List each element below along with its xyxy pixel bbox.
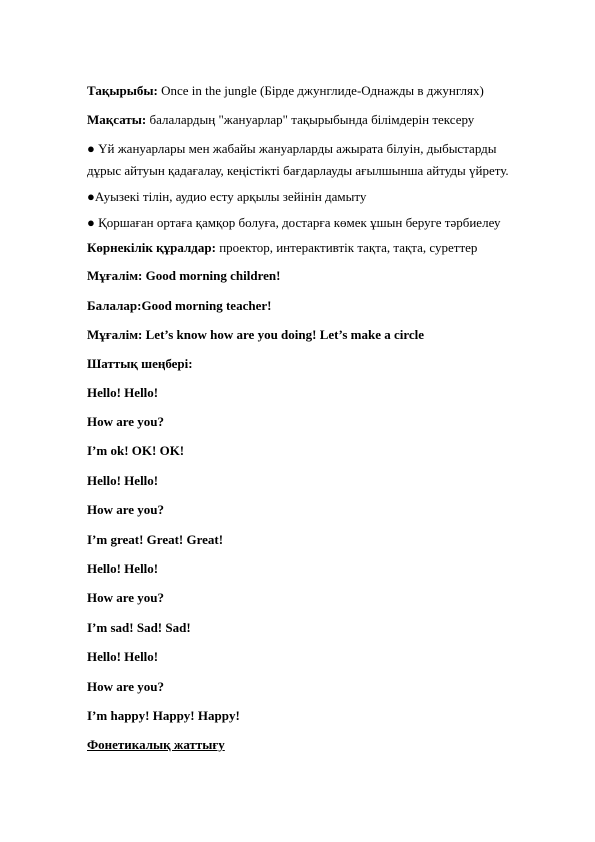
goal-line xyxy=(87,112,575,128)
topic-label: Тақырыбы: xyxy=(87,83,158,98)
song-line: How are you? xyxy=(87,679,165,694)
song-line: Hello! Hello! xyxy=(87,385,159,400)
song-line: How are you? xyxy=(87,502,165,517)
song-line: I’m ok! OK! OK! xyxy=(87,443,185,458)
song-line: Hello! Hello! xyxy=(87,473,159,488)
goal-text: балалардың "жануарлар" тақырыбында білімдерін тексеру xyxy=(146,112,475,127)
materials-text: проектор, интерактивтік тақта, тақта, суреттер xyxy=(215,240,478,255)
topic-line xyxy=(87,83,575,99)
circle-title: Шаттық шеңбері: xyxy=(87,356,193,371)
materials-line xyxy=(87,240,575,256)
song-line: I’m happy! Happy! Happy! xyxy=(87,708,240,723)
song-line: I’m sad! Sad! Sad! xyxy=(87,620,191,635)
bullet-2: ●Ауызекі тілін, аудио есту арқылы зейінін дамыту xyxy=(87,189,367,204)
song-line: How are you? xyxy=(87,590,165,605)
song-line: Hello! Hello! xyxy=(87,649,159,664)
materials-label: Көрнекілік құралдар: xyxy=(87,240,216,255)
teacher-instruction: Мұғалім: Let’s know how are you doing! Let’s make a circle xyxy=(87,327,425,342)
song-line: How are you? xyxy=(87,414,165,429)
phonetic-exercise-title: Фонетикалық жаттығу xyxy=(87,737,225,752)
goal-label: Мақсаты: xyxy=(87,112,147,127)
song-line: I’m great! Great! Great! xyxy=(87,532,224,547)
teacher-greeting: Мұғалім: Good morning children! xyxy=(87,268,281,283)
children-greeting: Балалар:Good morning teacher! xyxy=(87,298,272,313)
song-line: Hello! Hello! xyxy=(87,561,159,576)
bullet-3: ● Қоршаған ортаға қамқор болуға, достарға көмек ұшын беруге тәрбиелеу xyxy=(87,215,501,230)
bullet-1-line-2: дұрыс айтуын қадағалау, кеңістікті бағдарлауды ағылшынша айтуды үйрету. xyxy=(87,163,509,178)
topic-text: Once in the jungle (Бірде джунглиде-Однажды в джунглях) xyxy=(157,83,484,98)
bullet-1-line-1: ● Үй жануарлары мен жабайы жануарларды ажырата білуін, дыбыстарды xyxy=(87,141,497,156)
